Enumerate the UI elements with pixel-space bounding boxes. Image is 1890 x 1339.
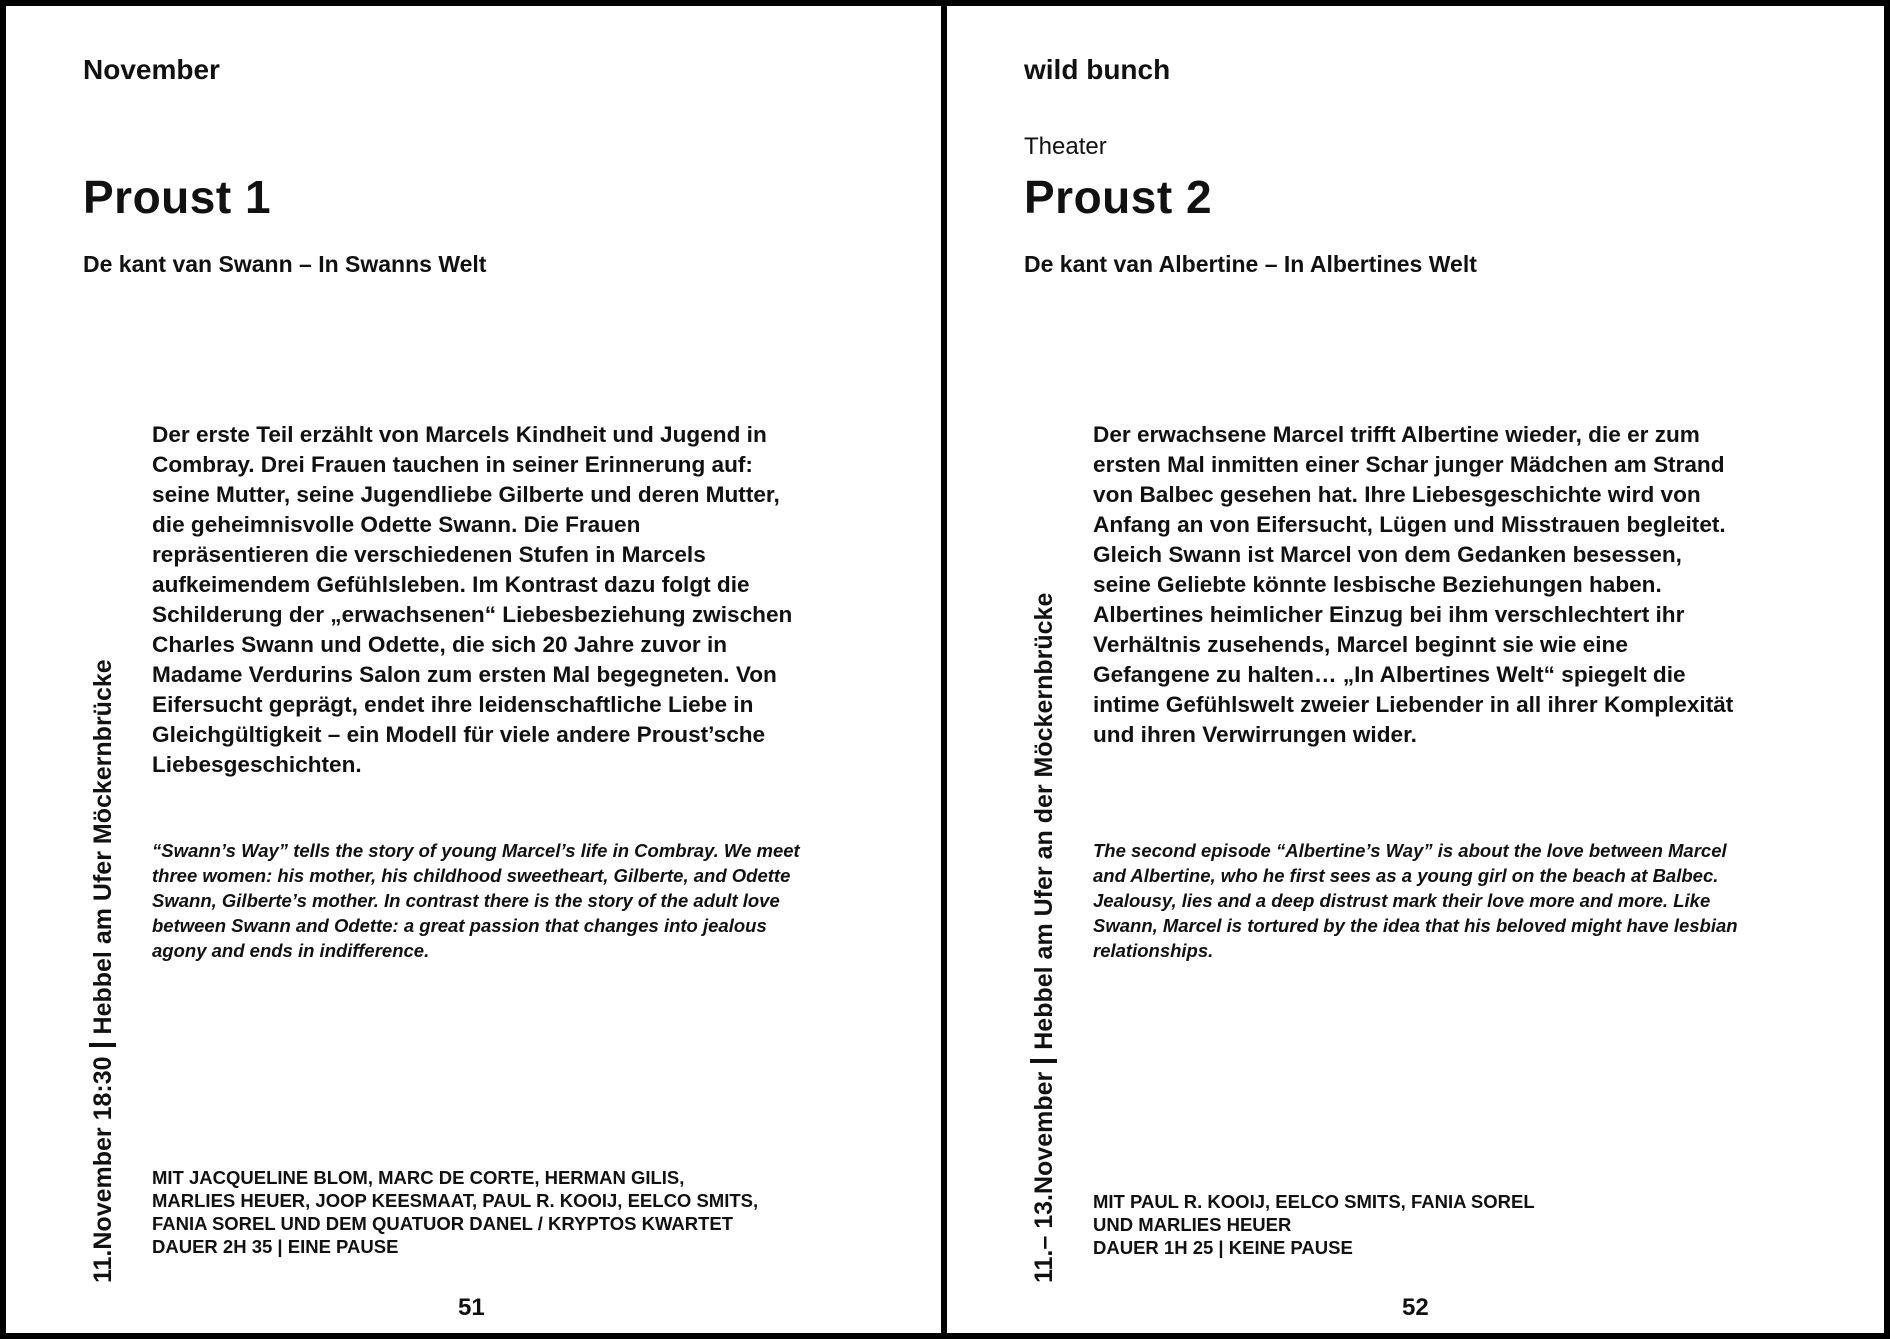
credits-line: FANIA SOREL UND DEM QUATUOR DANEL / KRYPTOS KWARTET (152, 1213, 734, 1234)
event-title: Proust 2 (1024, 171, 1213, 223)
description-english: “Swann’s Way” tells the story of young Marcel’s life in Combray. We meet three women: his mother, his childhood sweetheart, Gilberte, and Odette Swann, Gilberte’s mother. In contrast there is the story of the adult love between Swann and Odette: a great passion that changes into jealous agony and ends in indifference. (152, 840, 800, 961)
vertical-separator (1030, 1059, 1057, 1063)
event-subtitle: De kant van Swann – In Swanns Welt (83, 251, 487, 277)
vertical-separator (89, 1043, 116, 1047)
credits-line: UND MARLIES HEUER (1093, 1214, 1292, 1235)
section-title: wild bunch (1024, 54, 1171, 85)
event-subtitle: De kant van Albertine – In Albertines Welt (1024, 251, 1477, 277)
right-page (947, 6, 1884, 1333)
description-german: Der erwachsene Marcel trifft Albertine wieder, die er zum ersten Mal inmitten einer Schar junger Mädchen am Strand von Balbec gesehen hat. Ihre Liebesgeschichte wird von Anfang an von Eifersucht, Lügen und Misstrauen begleitet. Gleich Swann ist Marcel von dem Gedanken besessen, seine Geliebte könnte lesbische Beziehungen haben. Albertines heimlicher Einzug bei ihm verschlechtert ihr Verhältnis zusehends, Marcel beginnt sie wie eine Gefangene zu halten… „In Albertines Welt“ spiegelt die intime Gefühlswelt zweier Liebender in all ihrer Komplexität und ihren Verwirrungen wider. (1093, 422, 1734, 747)
duration-line: DAUER 2H 35 | EINE PAUSE (152, 1236, 399, 1257)
vertical-date: 11.November 18:30 (89, 1056, 117, 1283)
vertical-venue: Hebbel am Ufer Möckernbrücke (89, 659, 117, 1035)
left-page (6, 6, 941, 1333)
credits-block (1093, 1190, 1753, 1259)
credits-line: MARLIES HEUER, JOOP KEESMAAT, PAUL R. KOOIJ, EELCO SMITS, (152, 1190, 759, 1211)
page-number: 52 (1402, 1294, 1429, 1321)
event-title: Proust 1 (83, 171, 272, 223)
description-english: The second episode “Albertine’s Way” is about the love between Marcel and Albertine, who he first sees as a young girl on the beach at Balbec. Jealousy, lies and a deep distrust mark their love more and more. Like Swann, Marcel is tortured by the idea that his beloved might have lesbian relationships. (1093, 840, 1738, 961)
vertical-date: 11.– 13.November (1030, 1071, 1058, 1283)
category-label: Theater (1024, 133, 1107, 160)
duration-line: DAUER 1H 25 | KEINE PAUSE (1093, 1237, 1353, 1258)
credits-block (152, 1166, 812, 1258)
credits-line: MIT PAUL R. KOOIJ, EELCO SMITS, FANIA SOREL (1093, 1191, 1535, 1212)
page-number: 51 (458, 1294, 485, 1321)
description-german: Der erste Teil erzählt von Marcels Kindheit und Jugend in Combray. Drei Frauen tauchen in seiner Erinnerung auf: seine Mutter, seine Jugendliebe Gilberte und deren Mutter, die geheimnisvolle Odette Swann. Die Frauen repräsentieren die verschiedenen Stufen in Marcels aufkeimendem Gefühlsleben. Im Kontrast dazu folgt die Schilderung der „erwachsenen“ Liebesbeziehung zwischen Charles Swann und Odette, die sich 20 Jahre zuvor in Madame Verdurins Salon zum ersten Mal begegneten. Von Eifersucht geprägt, endet ihre leidenschaftliche Liebe in Gleichgültigkeit – ein Modell für viele andere Proust’sche Liebesgeschichten. (152, 422, 793, 777)
vertical-venue: Hebbel am Ufer an der Möckernbrücke (1030, 592, 1058, 1050)
credits-line: MIT JACQUELINE BLOM, MARC DE CORTE, HERMAN GILIS, (152, 1167, 685, 1188)
section-title: November (83, 54, 220, 85)
